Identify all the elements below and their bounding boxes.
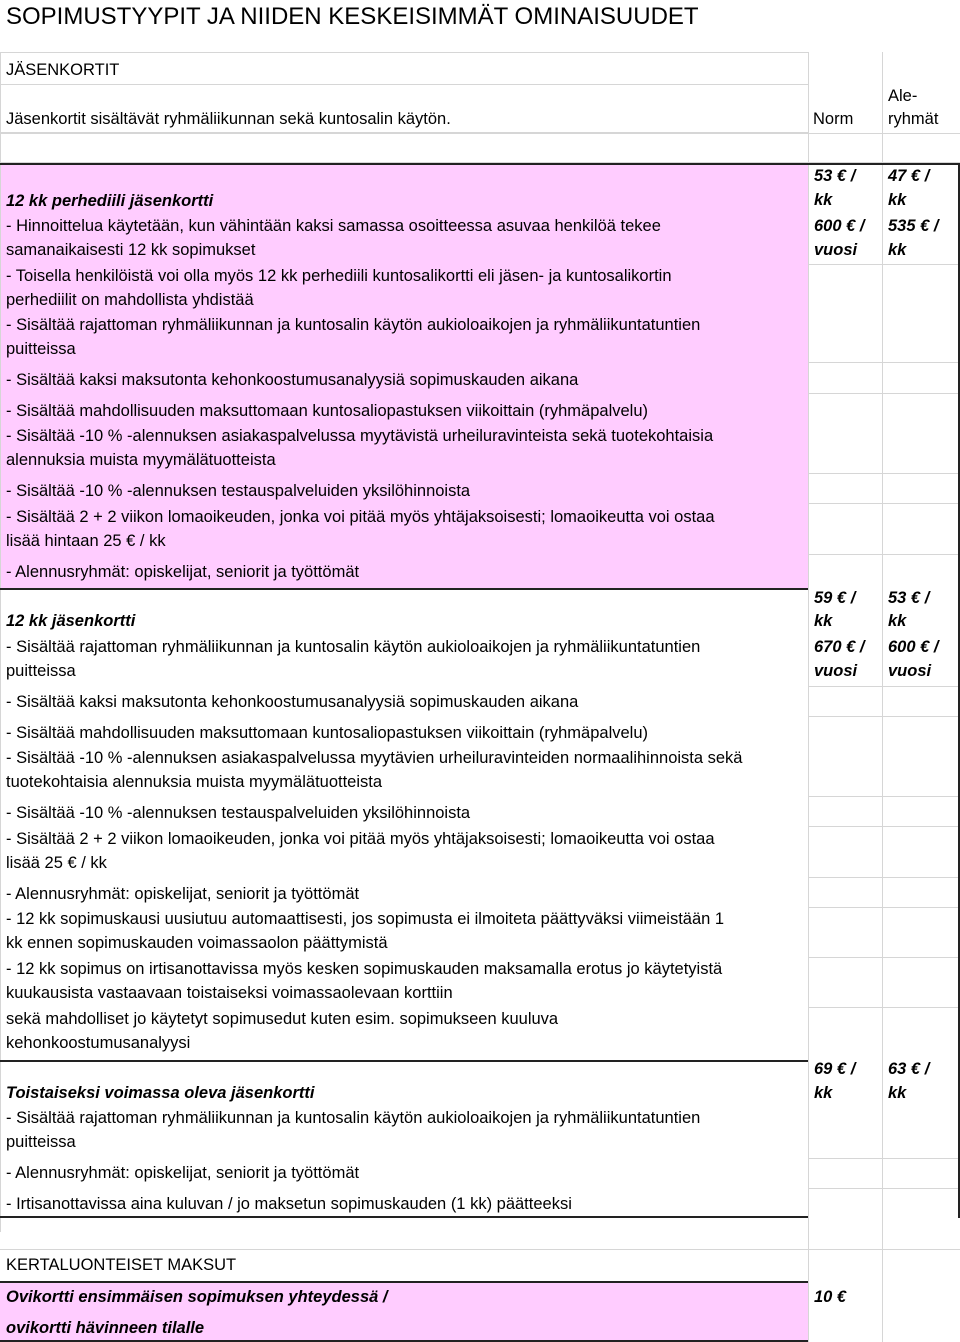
family-norm-price-4: vuosi — [814, 241, 858, 259]
column-header-ale-2: ryhmät — [888, 110, 939, 128]
page-title: SOPIMUSTYYPIT JA NIIDEN KESKEISIMMÄT OMINAISUUDET — [6, 3, 699, 30]
grid-line — [808, 1007, 960, 1008]
feature-line: tuotekohtaisia alennuksia muista myymälätuotteista — [6, 773, 383, 791]
feature-line: samanaikaisesti 12 kk sopimukset — [6, 241, 256, 259]
grid-line — [808, 264, 960, 265]
spacer-row — [0, 133, 960, 163]
family-ale-price-1: 47 € / — [888, 167, 930, 185]
grid-line — [808, 393, 960, 394]
feature-line: - Sisältää 2 + 2 viikon lomaoikeuden, jonka voi pitää myös yhtäjaksoisesti; lomaoikeutta voi ostaa — [6, 830, 715, 848]
feature-line: - Alennusryhmät: opiskelijat, seniorit ja työttömät — [6, 563, 360, 581]
grid-line — [808, 1158, 960, 1159]
annual-norm-price-4: vuosi — [814, 662, 858, 680]
border-line — [0, 163, 960, 165]
header-section-cell — [0, 52, 808, 85]
feature-line: - Hinnoittelua käytetään, kun vähintään kaksi samassa osoitteessa asuvaa henkilöä tekee — [6, 217, 661, 235]
border-line — [0, 1216, 808, 1218]
feature-line: puitteissa — [6, 340, 76, 358]
feature-line: puitteissa — [6, 662, 76, 680]
annual-ale-price-1: 53 € / — [888, 589, 930, 607]
feature-line: - Sisältää -10 % -alennuksen asiakaspalvelussa myytävistä urheiluravinteista sekä tuotekohtaisia — [6, 427, 714, 445]
family-card-title: 12 kk perhediili jäsenkortti — [6, 192, 214, 210]
grid-line — [808, 716, 960, 717]
feature-line: kehonkoostumusanalyysi — [6, 1034, 191, 1052]
feature-line: kk ennen sopimuskauden voimassaolon päättymistä — [6, 934, 388, 952]
intro-text: Jäsenkortit sisältävät ryhmäliikunnan sekä kuntosalin käytön. — [6, 110, 451, 128]
grid-line — [808, 1188, 960, 1189]
section-heading-fees: KERTALUONTEISET MAKSUT — [6, 1256, 237, 1274]
grid-line — [0, 1249, 960, 1250]
feature-line: lisää hintaan 25 € / kk — [6, 532, 166, 550]
border-line — [0, 1281, 808, 1283]
grid-line — [808, 362, 960, 363]
feature-line: - Sisältää -10 % -alennuksen testauspalveluiden yksilöhinnoista — [6, 482, 471, 500]
column-header-norm: Norm — [813, 110, 854, 128]
feature-line: - Sisältää -10 % -alennuksen asiakaspalvelussa myytävien urheiluravinteiden normaalihinnoista sekä — [6, 749, 743, 767]
annual-ale-price-4: vuosi — [888, 662, 932, 680]
grid-line — [882, 52, 883, 1342]
grid-line — [808, 503, 960, 504]
grid-line — [808, 826, 960, 827]
feature-line: - Sisältää 2 + 2 viikon lomaoikeuden, jonka voi pitää myös yhtäjaksoisesti; lomaoikeutta voi ostaa — [6, 508, 715, 526]
family-ale-price-2: kk — [888, 191, 907, 209]
grid-line — [808, 473, 960, 474]
feature-line: perhediilit on mahdollista yhdistää — [6, 291, 254, 309]
grid-line — [808, 877, 960, 878]
family-norm-price-1: 53 € / — [814, 167, 856, 185]
door-card-line-2: ovikortti hävinneen tilalle — [6, 1319, 205, 1337]
annual-ale-price-3: 600 € / — [888, 638, 939, 656]
grid-line — [808, 957, 960, 958]
section-heading-memberships: JÄSENKORTIT — [6, 61, 120, 79]
grid-line — [808, 52, 809, 1342]
feature-line: - Sisältää mahdollisuuden maksuttomaan kuntosaliopastuksen viikoittain (ryhmäpalvelu) — [6, 724, 648, 742]
column-header-ale-1: Ale- — [888, 87, 918, 105]
ongoing-norm-price-1: 69 € / — [814, 1060, 856, 1078]
feature-line: - 12 kk sopimus on irtisanottavissa myös kesken sopimuskauden maksamalla erotus jo käytetyistä — [6, 960, 723, 978]
grid-line — [808, 554, 960, 555]
ongoing-ale-price-1: 63 € / — [888, 1060, 930, 1078]
family-norm-price-2: kk — [814, 191, 833, 209]
feature-line: - Irtisanottavissa aina kuluvan / jo maksetun sopimuskauden (1 kk) päätteeksi — [6, 1195, 572, 1213]
feature-line: - Sisältää rajattoman ryhmäliikunnan ja kuntosalin käytön aukioloaikojen ja ryhmäliikuntatuntien — [6, 1109, 701, 1127]
ongoing-ale-price-2: kk — [888, 1084, 907, 1102]
annual-ale-price-2: kk — [888, 612, 907, 630]
border-line — [0, 1060, 808, 1062]
ongoing-norm-price-2: kk — [814, 1084, 833, 1102]
feature-line: - Sisältää rajattoman ryhmäliikunnan ja kuntosalin käytön aukioloaikojen ja ryhmäliikuntatuntien — [6, 638, 701, 656]
ongoing-card-title: Toistaiseksi voimassa oleva jäsenkortti — [6, 1084, 315, 1102]
grid-line — [808, 907, 960, 908]
feature-line: - Sisältää kaksi maksutonta kehonkoostumusanalyysiä sopimuskauden aikana — [6, 693, 579, 711]
grid-line — [0, 52, 1, 1232]
feature-line: - Sisältää kaksi maksutonta kehonkoostumusanalyysiä sopimuskauden aikana — [6, 371, 579, 389]
feature-line: sekä mahdolliset jo käytetyt sopimusedut kuten esim. sopimukseen kuuluva — [6, 1010, 559, 1028]
door-card-price: 10 € — [814, 1288, 847, 1306]
feature-line: alennuksia muista myymälätuotteista — [6, 451, 276, 469]
feature-line: kuukausista vastaavaan toistaiseksi voimassaolevaan korttiin — [6, 984, 453, 1002]
feature-line: - 12 kk sopimuskausi uusiutuu automaattisesti, jos sopimusta ei ilmoiteta päättyväksi viimeistään 1 — [6, 910, 725, 928]
annual-norm-price-1: 59 € / — [814, 589, 856, 607]
family-ale-price-4: kk — [888, 241, 907, 259]
family-ale-price-3: 535 € / — [888, 217, 939, 235]
feature-line: lisää 25 € / kk — [6, 854, 107, 872]
feature-line: puitteissa — [6, 1133, 76, 1151]
feature-line: - Sisältää rajattoman ryhmäliikunnan ja kuntosalin käytön aukioloaikojen ja ryhmäliikuntatuntien — [6, 316, 701, 334]
grid-line — [808, 796, 960, 797]
feature-line: - Toisella henkilöistä voi olla myös 12 kk perhediili kuntosalikortti eli jäsen- ja kuntosalikortin — [6, 267, 672, 285]
feature-line: - Sisältää -10 % -alennuksen testauspalveluiden yksilöhinnoista — [6, 804, 471, 822]
grid-line — [808, 686, 960, 687]
family-norm-price-3: 600 € / — [814, 217, 865, 235]
feature-line: - Alennusryhmät: opiskelijat, seniorit ja työttömät — [6, 885, 360, 903]
annual-card-title: 12 kk jäsenkortti — [6, 612, 136, 630]
feature-line: - Sisältää mahdollisuuden maksuttomaan kuntosaliopastuksen viikoittain (ryhmäpalvelu) — [6, 402, 648, 420]
door-card-line-1: Ovikortti ensimmäisen sopimuksen yhteydessä / — [6, 1288, 388, 1306]
border-line — [0, 588, 808, 590]
feature-line: - Alennusryhmät: opiskelijat, seniorit ja työttömät — [6, 1164, 360, 1182]
annual-norm-price-3: 670 € / — [814, 638, 865, 656]
annual-norm-price-2: kk — [814, 612, 833, 630]
